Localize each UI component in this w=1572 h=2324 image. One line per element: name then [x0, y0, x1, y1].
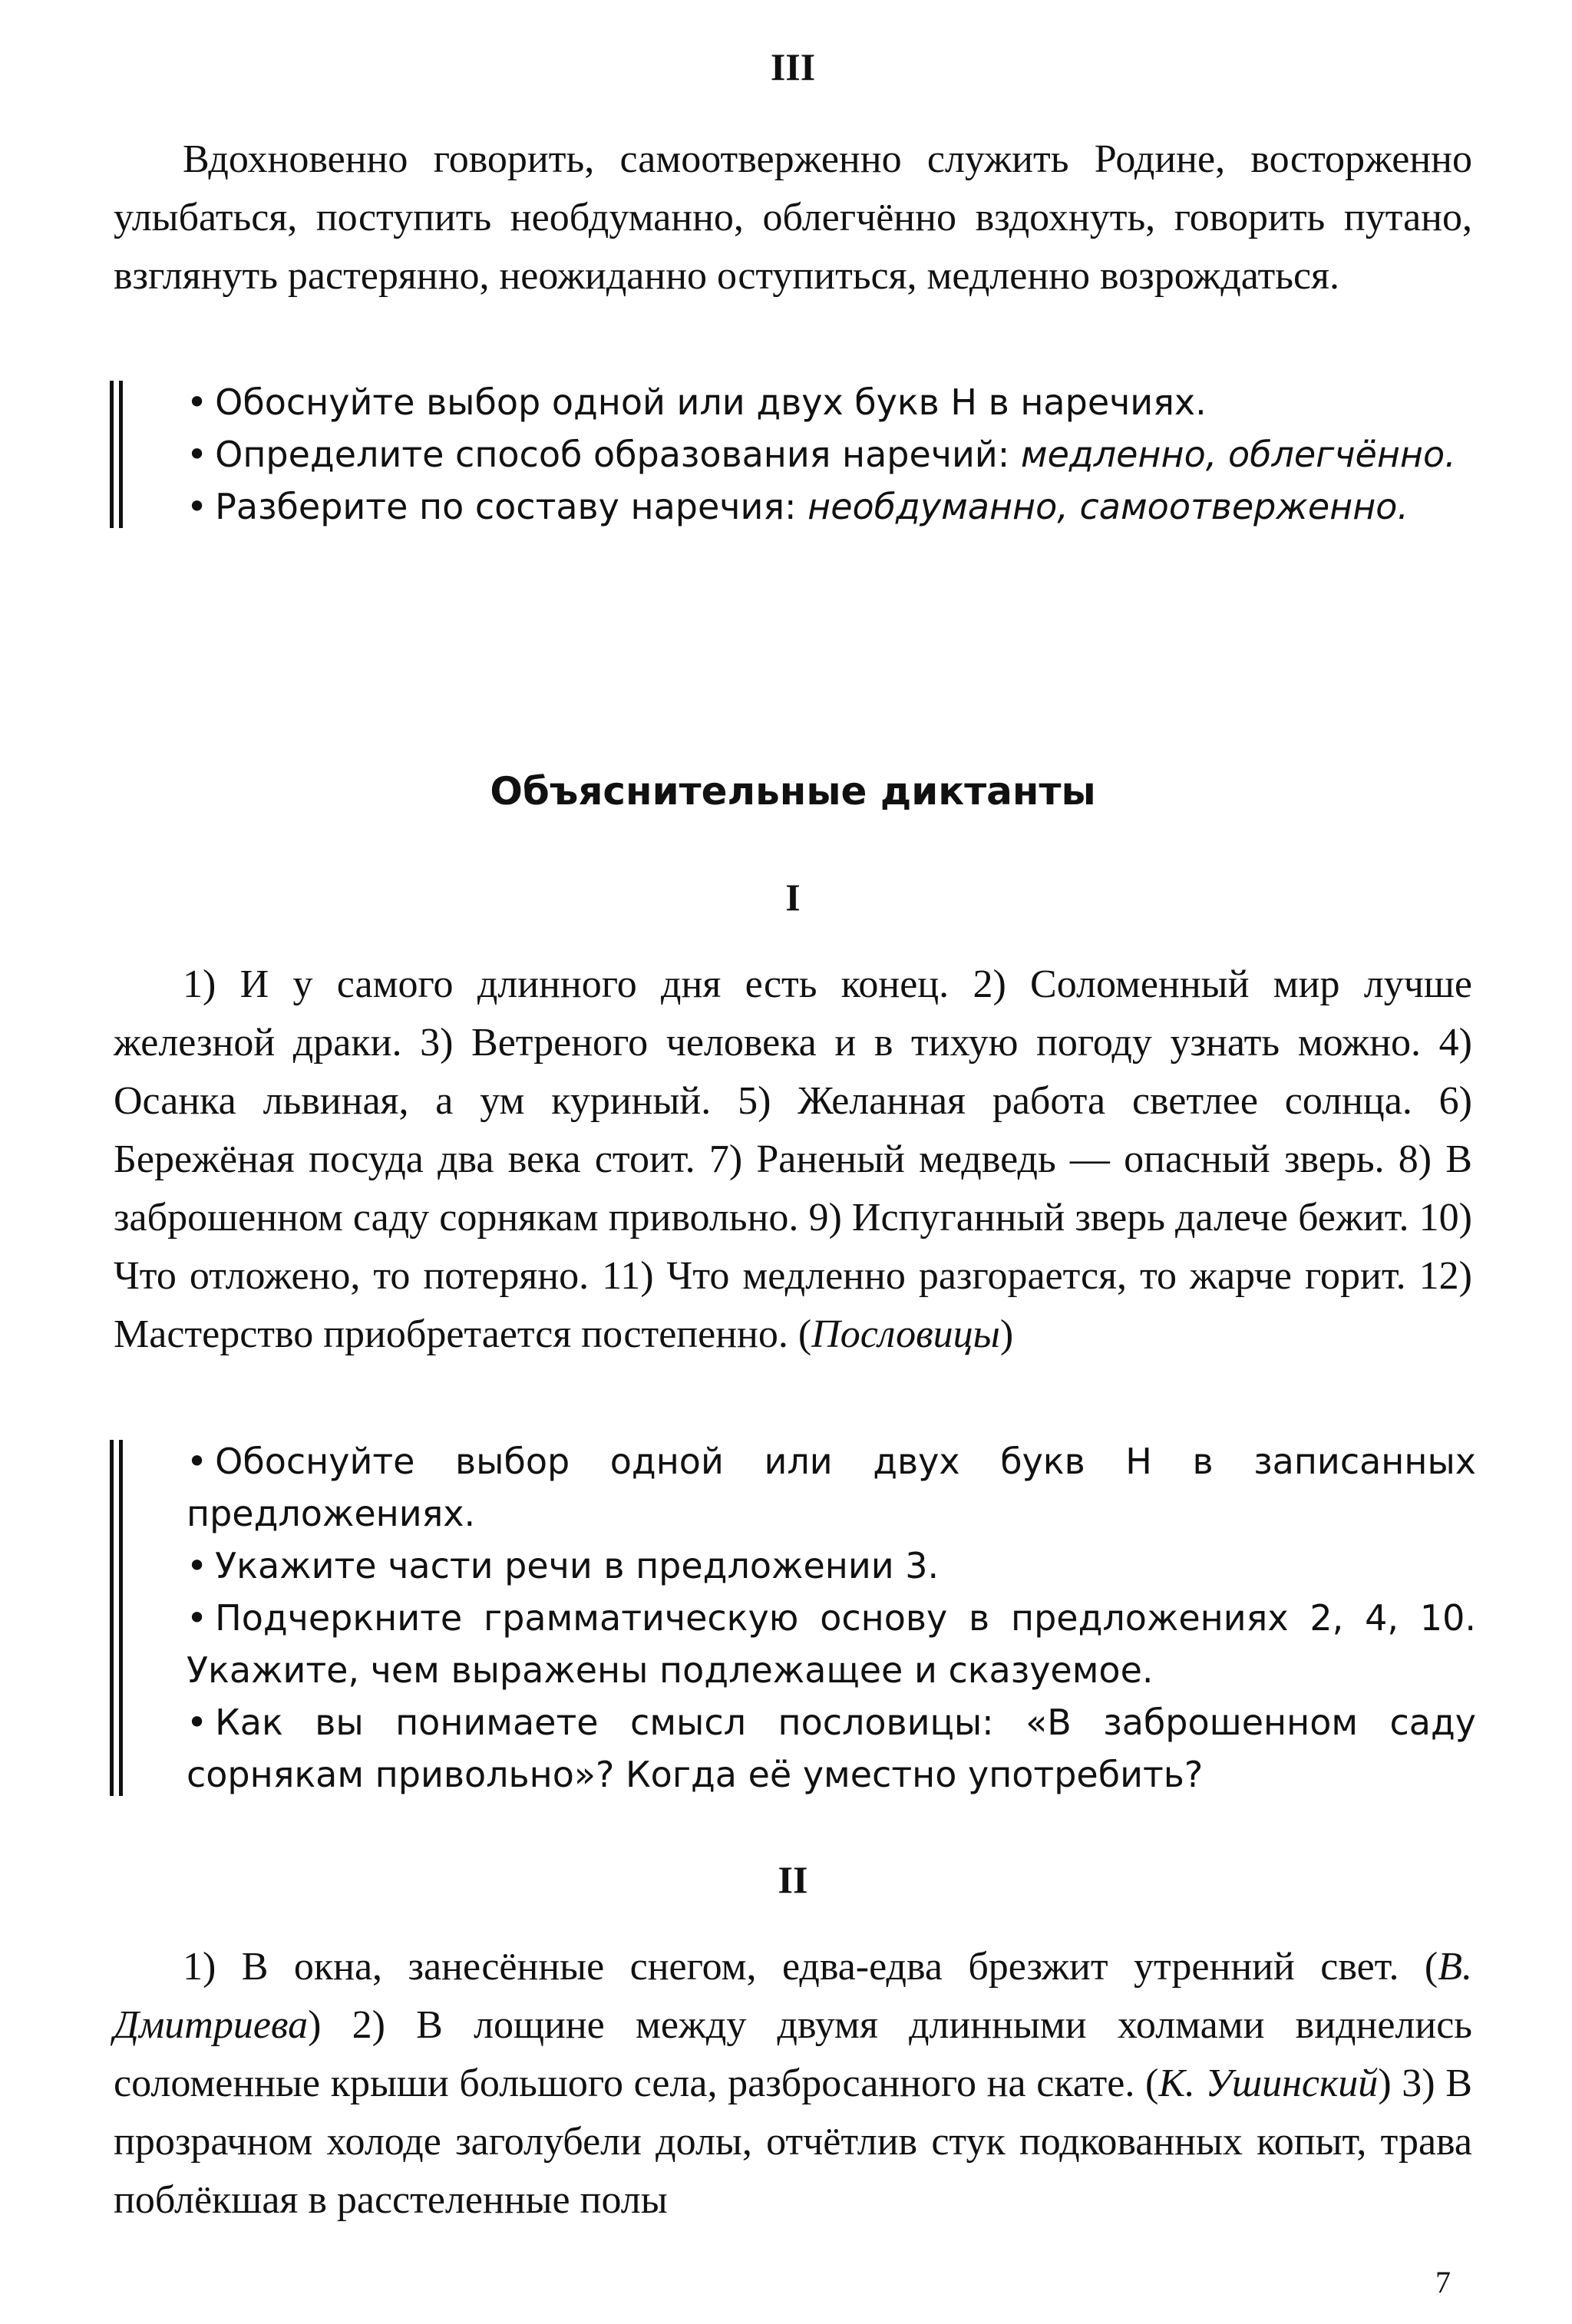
- bullet-icon: •: [187, 434, 208, 475]
- section-numeral-iii: III: [770, 45, 816, 88]
- task-box-rule: [110, 381, 114, 528]
- bullet-icon: •: [187, 1441, 208, 1482]
- task-item: [187, 376, 1476, 428]
- task-text: Укажите части речи в предложении 3.: [215, 1545, 940, 1586]
- task-item: [187, 428, 1476, 480]
- section-numeral-i: I: [785, 876, 801, 919]
- task-text: Определите способ образования наречий:: [215, 434, 1021, 475]
- paragraph-ii: [114, 1938, 1472, 2230]
- bullet-icon: •: [187, 1545, 208, 1586]
- section-numeral-ii: II: [778, 1858, 808, 1901]
- bullet-icon: •: [187, 1597, 208, 1639]
- task-item: [187, 1592, 1476, 1696]
- paragraph-text: ) 2) В лощине между двумя длинными холмами виднелись соломенные крыши большого села, разбросанного на скате. (: [114, 2003, 1472, 2105]
- task-text: Подчеркните грамматическую основу в предложениях 2, 4, 10. Укажите, чем выражены подлежащее и сказуемое.: [187, 1597, 1476, 1691]
- task-text: Разберите по составу наречия:: [215, 486, 808, 527]
- task-item: [187, 480, 1476, 533]
- section-title: Объяснительные диктанты: [490, 769, 1096, 814]
- page-number: 7: [1435, 2265, 1451, 2299]
- bullet-icon: •: [187, 486, 208, 527]
- task-box-i: [187, 1435, 1476, 1801]
- paragraph-text: 1) В окна, занесённые снегом, едва-едва брезжит утренний свет. (: [183, 1945, 1438, 1989]
- task-box-rule: [119, 381, 123, 528]
- author-attribution: В. Дмитриева: [114, 1945, 1472, 2047]
- task-text: Обоснуйте выбор одной или двух букв Н в записанных предложениях.: [187, 1441, 1476, 1534]
- task-box-rule: [119, 1440, 123, 1796]
- task-italic: необдуманно, самоотверженно.: [807, 486, 1409, 527]
- paragraph-iii: Вдохновенно говорить, самоотверженно служить Родине, восторженно улыбаться, поступить необдуманно, облегчённо вздохнуть, говорить путано, взглянуть растерянно, неожиданно оступиться, медленно возрождаться.: [114, 137, 1472, 298]
- bullet-icon: •: [187, 1702, 208, 1743]
- task-item: [187, 1696, 1476, 1801]
- task-item: [187, 1435, 1476, 1540]
- task-text: Как вы понимаете смысл пословицы: «В заброшенном саду сорнякам привольно»? Когда её уместно употребить?: [187, 1702, 1476, 1795]
- source-attribution: Пословицы: [811, 1312, 1000, 1356]
- author-attribution: К. Ушинский: [1158, 2062, 1379, 2105]
- paragraph-text: ): [999, 1312, 1014, 1356]
- task-box-iii: [187, 376, 1476, 533]
- task-box-rule: [110, 1440, 114, 1796]
- paragraph-text: 1) И у самого длинного дня есть конец. 2) Соломенный мир лучше железной драки. 3) Ветреного человека и в тихую погоду узнать можно. 4) Осанка львиная, а ум куриный. 5) Желанная работа светлее солнца. 6) Бережёная посуда два века стоит. 7) Раненый медведь — опасный зверь. 8) В заброшенном саду сорнякам привольно. 9) Испуганный зверь далече бежит. 10) Что отложено, то потеряно. 11) Что медленно разгорается, то жарче горит. 12) Мастерство приобретается постепенно. (: [114, 962, 1472, 1356]
- task-italic: медленно, облегчённо.: [1020, 434, 1456, 475]
- task-item: [187, 1540, 1476, 1592]
- bullet-icon: •: [187, 381, 208, 423]
- paragraph-text: ) 3) В прозрачном холоде заголубели долы, отчётлив стук подкованных копыт, трава поблёкшая в расстеленные полы: [114, 2062, 1472, 2222]
- paragraph-i: [114, 956, 1472, 1364]
- task-text: Обоснуйте выбор одной или двух букв Н в наречиях.: [215, 381, 1207, 423]
